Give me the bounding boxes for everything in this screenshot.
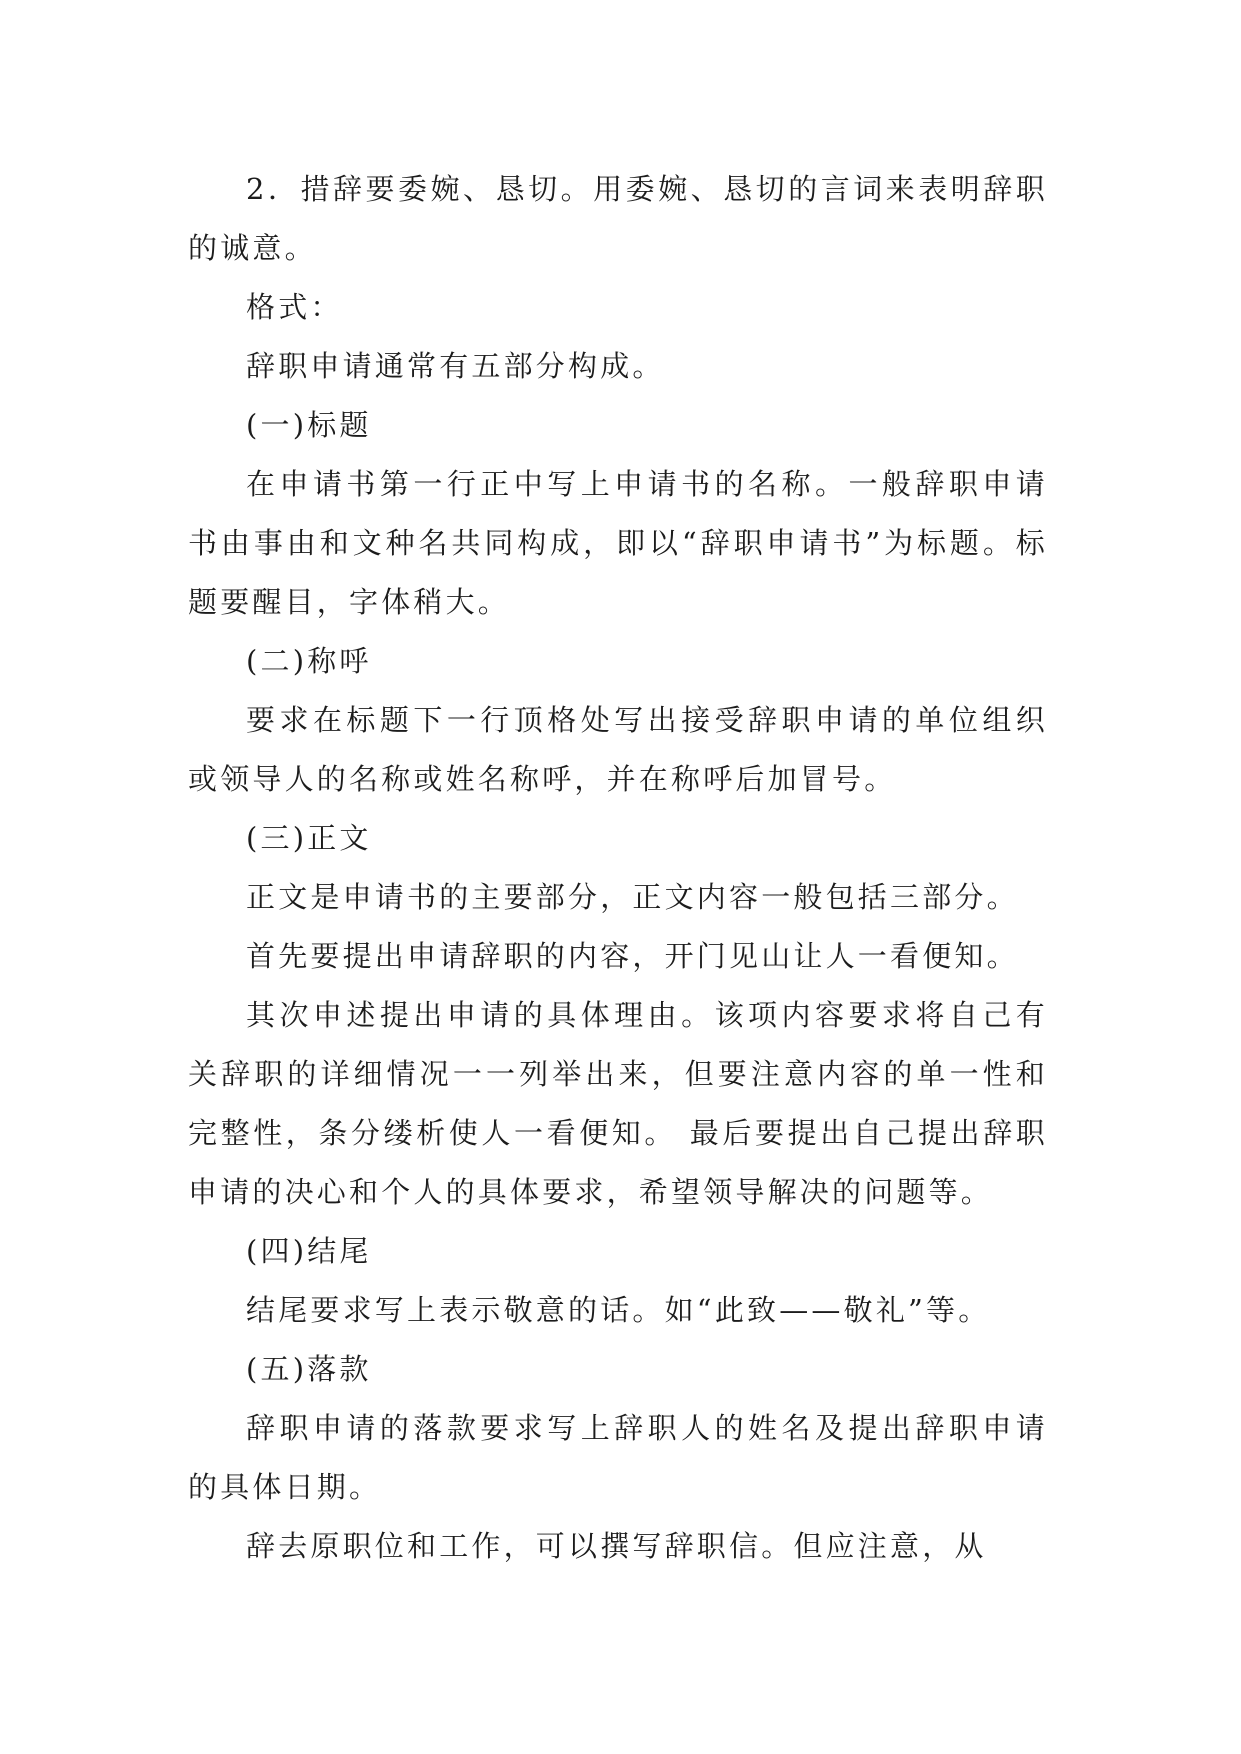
section-heading-closing: (四)结尾 — [246, 1234, 372, 1268]
paragraph-signature-description: 辞职申请的落款要求写上辞职人的姓名及提出辞职申请的具体日期。 — [188, 1411, 1048, 1504]
section-heading-signature: (五)落款 — [246, 1352, 372, 1386]
paragraph-closing-description: 结尾要求写上表示敬意的话。如“此致——敬礼”等。 — [246, 1293, 991, 1327]
paragraph-title-description: 在申请书第一行正中写上申请书的名称。一般辞职申请书由事由和文种名共同构成，即以“辞职申请书”为标题。标题要醒目，字体稍大。 — [188, 467, 1048, 619]
paragraph-five-parts: 辞职申请通常有五部分构成。 — [246, 349, 665, 383]
paragraph-body-description: 正文是申请书的主要部分，正文内容一般包括三部分。 — [246, 880, 1019, 914]
paragraph-body-second: 其次申述提出申请的具体理由。该项内容要求将自己有关辞职的详细情况一一列举出来，但要注意内容的单一性和完整性，条分缕析使人一看便知。 最后要提出自己提出辞职申请的决心和个人的具体要求，希望领导解决的问题等。 — [188, 998, 1048, 1209]
document-body — [188, 160, 1048, 1576]
paragraph-item-2-wording: 2．措辞要委婉、恳切。用委婉、恳切的言词来表明辞职的诚意。 — [188, 172, 1048, 265]
section-heading-salutation: (二)称呼 — [246, 644, 372, 678]
section-heading-title: (一)标题 — [246, 408, 372, 442]
paragraph-resignation-letter: 辞去原职位和工作，可以撰写辞职信。但应注意，从 — [246, 1529, 987, 1563]
paragraph-body-first: 首先要提出申请辞职的内容，开门见山让人一看便知。 — [246, 939, 1019, 973]
paragraph-format-heading: 格式： — [246, 290, 343, 324]
paragraph-salutation-description: 要求在标题下一行顶格处写出接受辞职申请的单位组织或领导人的名称或姓名称呼，并在称呼后加冒号。 — [188, 703, 1048, 796]
section-heading-body: (三)正文 — [246, 821, 372, 855]
